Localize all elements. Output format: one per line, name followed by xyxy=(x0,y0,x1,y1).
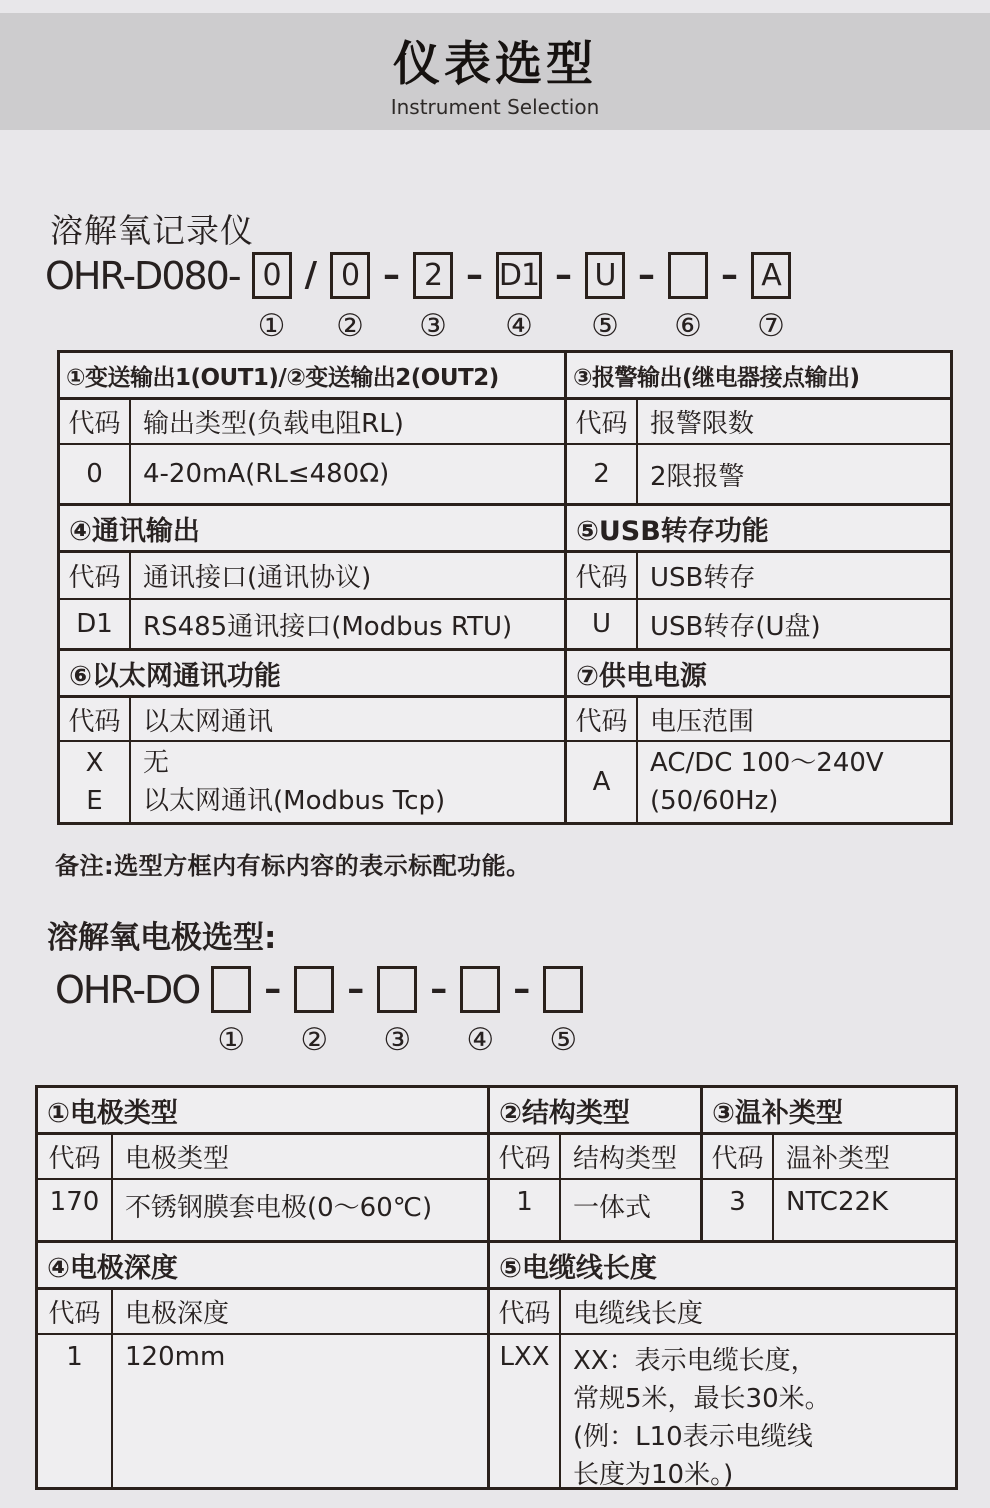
desc-cell xyxy=(561,1335,955,1490)
table-row xyxy=(60,600,564,648)
code-header-cell: 代码 xyxy=(38,1290,113,1333)
section-cable-length xyxy=(490,1243,955,1490)
section-title: ①变送输出1(OUT1)/②变送输出2(OUT2) xyxy=(60,353,564,400)
model-slot-4 xyxy=(460,966,500,1057)
desc-header-cell: 电压范围 xyxy=(650,706,755,737)
section-title: ⑤电缆线长度 xyxy=(490,1243,955,1290)
desc-line: (50/60Hz) xyxy=(650,786,779,816)
section-title: ②结构类型 xyxy=(490,1088,700,1135)
column-header-row xyxy=(490,1135,700,1180)
page-title: 仪表选型 xyxy=(393,37,597,92)
model-slot-5 xyxy=(543,966,583,1057)
table1-section-1 xyxy=(60,353,950,503)
column-header-row xyxy=(490,1290,955,1335)
desc-cell: 不锈钢膜套电极(0～60℃) xyxy=(125,1193,433,1223)
desc-header-cell: 温补类型 xyxy=(786,1144,891,1174)
desc-header-cell: 以太网通讯 xyxy=(143,706,274,737)
code-header-cell: 代码 xyxy=(703,1135,774,1178)
code-line: E xyxy=(86,786,103,816)
recorder-model-row xyxy=(45,252,791,343)
section-power-supply xyxy=(567,651,950,822)
desc-cell xyxy=(131,742,564,822)
code-cell: 1 xyxy=(490,1180,561,1240)
table-row xyxy=(490,1335,955,1490)
model-slot-number: ⑤ xyxy=(549,1022,578,1058)
model-slot-3 xyxy=(413,252,453,343)
section-usb-transfer xyxy=(567,506,950,648)
desc-line: XX：表示电缆长度， xyxy=(573,1346,817,1376)
column-header-row xyxy=(60,400,564,445)
model-separator: – xyxy=(720,255,738,295)
model-box xyxy=(460,966,500,1013)
section-title: ④电极深度 xyxy=(38,1243,487,1290)
desc-header-cell: 电极类型 xyxy=(125,1144,230,1174)
desc-line: 无 xyxy=(143,748,170,778)
page-subtitle: Instrument Selection xyxy=(390,95,600,119)
code-header-cell: 代码 xyxy=(60,553,131,598)
recorder-heading: 溶解氧记录仪 xyxy=(50,211,254,250)
desc-cell: 一体式 xyxy=(573,1193,652,1223)
model-box: 0 xyxy=(330,252,370,299)
table-row xyxy=(60,742,564,822)
desc-line: 以太网通讯(Modbus Tcp) xyxy=(143,786,446,816)
section-title: ⑦供电电源 xyxy=(567,651,950,698)
desc-header-cell: 电极深度 xyxy=(125,1299,230,1329)
model-box: A xyxy=(751,252,791,299)
model-slot-number: ③ xyxy=(419,308,447,344)
model-box: 2 xyxy=(413,252,453,299)
recorder-model-prefix: OHR-D080- xyxy=(45,254,240,298)
section-title: ⑥以太网通讯功能 xyxy=(60,651,564,698)
model-separator: – xyxy=(465,255,483,295)
code-cell: U xyxy=(567,600,638,648)
table-row xyxy=(490,1180,700,1240)
electrode-selection-table xyxy=(35,1085,958,1490)
column-header-row xyxy=(703,1135,955,1180)
model-separator: – xyxy=(264,969,282,1009)
electrode-heading: 溶解氧电极选型: xyxy=(47,920,277,956)
code-cell: 1 xyxy=(38,1335,113,1487)
section-comm-output xyxy=(60,506,567,648)
table-row xyxy=(567,445,950,503)
code-cell: D1 xyxy=(60,600,131,648)
model-box xyxy=(294,966,334,1013)
recorder-selection-table xyxy=(57,350,953,825)
desc-cell: 4-20mA(RL≤480Ω) xyxy=(143,459,390,489)
model-slot-number: ③ xyxy=(383,1022,412,1058)
code-cell: 170 xyxy=(38,1180,113,1240)
section-temp-comp-type xyxy=(703,1088,955,1240)
desc-cell: 2限报警 xyxy=(650,461,745,492)
desc-cell: 120mm xyxy=(125,1342,226,1372)
header-band xyxy=(0,13,990,130)
column-header-row xyxy=(38,1290,487,1335)
model-separator: – xyxy=(382,255,400,295)
model-slot-2 xyxy=(330,252,370,343)
table-row xyxy=(38,1180,487,1240)
model-box: D1 xyxy=(496,252,542,299)
model-slot-number: ④ xyxy=(466,1022,495,1058)
table-row xyxy=(567,600,950,648)
table1-section-2 xyxy=(60,503,950,648)
table-row xyxy=(703,1180,955,1240)
desc-cell: RS485通讯接口(Modbus RTU) xyxy=(143,611,513,642)
desc-line: (例：L10表示电缆线 xyxy=(573,1422,813,1452)
code-header-cell: 代码 xyxy=(490,1290,561,1333)
model-slot-number: ② xyxy=(300,1022,329,1058)
column-header-row xyxy=(567,400,950,445)
code-header-cell: 代码 xyxy=(60,400,131,443)
desc-line: AC/DC 100～240V xyxy=(650,748,884,778)
model-box: 0 xyxy=(252,252,292,299)
column-header-row xyxy=(60,698,564,742)
code-cell: 0 xyxy=(60,445,131,503)
table-row xyxy=(60,445,564,503)
section-title: ③温补类型 xyxy=(703,1088,955,1135)
table2-top-section xyxy=(38,1088,955,1240)
model-slot-number: ⑤ xyxy=(591,308,619,344)
section-electrode-type xyxy=(38,1088,490,1240)
model-separator: – xyxy=(554,255,572,295)
code-cell: 2 xyxy=(567,445,638,503)
model-box xyxy=(543,966,583,1013)
model-slot-5 xyxy=(585,252,625,343)
model-separator: – xyxy=(430,969,448,1009)
column-header-row xyxy=(567,553,950,600)
code-header-cell: 代码 xyxy=(60,698,131,740)
code-header-cell: 代码 xyxy=(567,553,638,598)
column-header-row xyxy=(38,1135,487,1180)
desc-cell xyxy=(638,742,950,822)
desc-header-cell: 通讯接口(通讯协议) xyxy=(143,563,372,593)
model-separator: / xyxy=(304,255,317,295)
desc-header-cell: 输出类型(负载电阻RL) xyxy=(143,409,404,439)
code-header-cell: 代码 xyxy=(490,1135,561,1178)
table-row xyxy=(567,742,950,822)
section-title: ③报警输出(继电器接点输出) xyxy=(567,353,950,400)
desc-cell: NTC22K xyxy=(786,1187,889,1217)
section-electrode-depth xyxy=(38,1243,490,1487)
model-slot-4 xyxy=(496,252,542,343)
model-slot-number: ⑦ xyxy=(757,308,785,344)
model-box xyxy=(211,966,251,1013)
model-box xyxy=(377,966,417,1013)
model-box xyxy=(668,252,708,299)
section-title: ①电极类型 xyxy=(38,1088,487,1135)
section-ethernet xyxy=(60,651,567,822)
desc-line: 长度为10米。) xyxy=(573,1460,734,1490)
model-box: U xyxy=(585,252,625,299)
section-title: ④通讯输出 xyxy=(60,506,564,553)
desc-header-cell: 报警限数 xyxy=(650,409,755,439)
model-slot-7 xyxy=(751,252,791,343)
electrode-model-prefix: OHR-DO xyxy=(55,968,200,1012)
code-line: X xyxy=(85,748,104,778)
model-separator: – xyxy=(513,969,531,1009)
model-slot-number: ① xyxy=(217,1022,246,1058)
model-slot-1 xyxy=(252,252,292,343)
section-out1-out2 xyxy=(60,353,567,503)
selection-note: 备注:选型方框内有标内容的表示标配功能。 xyxy=(55,852,531,880)
model-separator: – xyxy=(637,255,655,295)
model-slot-number: ① xyxy=(257,308,286,344)
model-slot-1 xyxy=(211,966,251,1057)
model-slot-number: ④ xyxy=(505,308,533,344)
section-title: ⑤USB转存功能 xyxy=(567,506,950,553)
code-cell: A xyxy=(567,742,638,822)
code-header-cell: 代码 xyxy=(567,400,638,443)
model-slot-3 xyxy=(377,966,417,1057)
code-header-cell: 代码 xyxy=(38,1135,113,1178)
model-slot-2 xyxy=(294,966,334,1057)
model-slot-number: ② xyxy=(336,308,364,344)
code-cell xyxy=(60,742,131,822)
section-alarm-output xyxy=(567,353,950,503)
desc-line: 常规5米，最长30米。 xyxy=(573,1384,831,1414)
column-header-row xyxy=(567,698,950,742)
code-header-cell: 代码 xyxy=(567,698,638,740)
electrode-model-row xyxy=(55,966,583,1057)
model-slot-number: ⑥ xyxy=(674,308,702,344)
code-cell: 3 xyxy=(703,1180,774,1240)
desc-cell: USB转存(U盘) xyxy=(650,611,821,642)
table-row xyxy=(38,1335,487,1487)
table2-bottom-section xyxy=(38,1240,955,1490)
table1-section-3 xyxy=(60,648,950,822)
section-structure-type xyxy=(490,1088,703,1240)
column-header-row xyxy=(60,553,564,600)
model-separator: – xyxy=(347,969,365,1009)
desc-header-cell: USB转存 xyxy=(650,563,756,593)
desc-header-cell: 结构类型 xyxy=(573,1144,678,1174)
code-cell: LXX xyxy=(490,1335,561,1487)
desc-header-cell: 电缆线长度 xyxy=(573,1299,704,1329)
model-slot-6 xyxy=(668,252,708,343)
